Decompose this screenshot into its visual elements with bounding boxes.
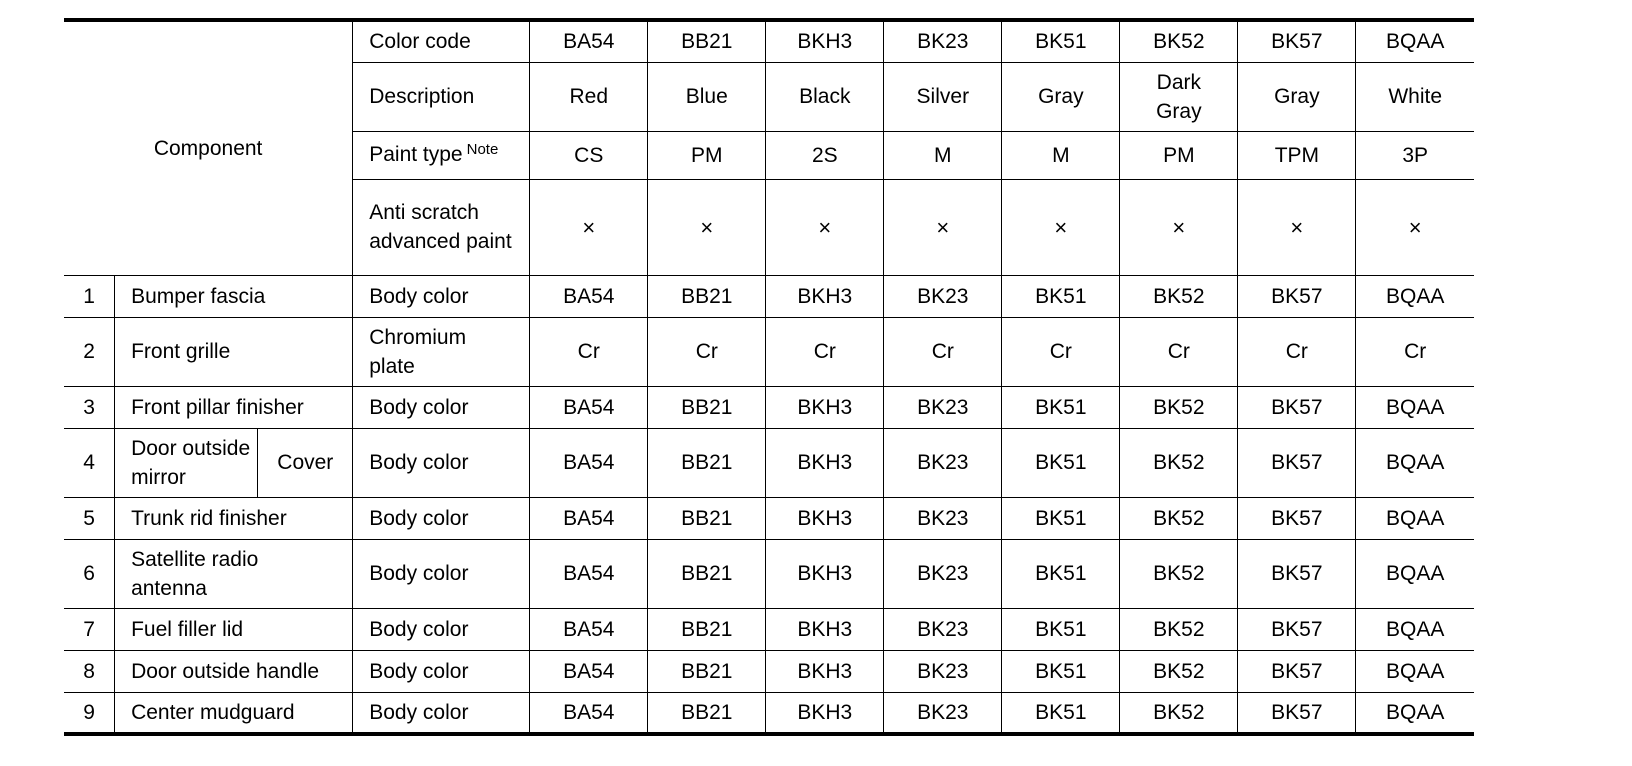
table-row: [64, 539, 1474, 608]
value-cell: BK51: [1002, 608, 1120, 650]
paint-type-cell: TPM: [1238, 131, 1356, 179]
value-cell: BA54: [530, 539, 648, 608]
value-cell: BK51: [1002, 650, 1120, 692]
component-name: Center mudguard: [115, 692, 353, 734]
value-cell: BK52: [1120, 608, 1238, 650]
component-header: Component: [64, 20, 353, 275]
value-cell: BK23: [884, 386, 1002, 428]
value-cell: BK51: [1002, 692, 1120, 734]
header-row-color-code: [64, 20, 1474, 62]
value-cell: BKH3: [766, 692, 884, 734]
value-cell: BK52: [1120, 428, 1238, 497]
value-cell: BK51: [1002, 428, 1120, 497]
value-cell: BK52: [1120, 539, 1238, 608]
spec-cell: Body color: [353, 497, 530, 539]
paint-type-label: Paint type: [369, 142, 463, 166]
value-cell: BB21: [648, 608, 766, 650]
value-cell: BK23: [884, 539, 1002, 608]
color-code-cell: BK57: [1238, 20, 1356, 62]
value-cell: BQAA: [1356, 497, 1474, 539]
description-cell: Gray: [1002, 62, 1120, 131]
description-label: Description: [353, 62, 530, 131]
color-code-cell: BQAA: [1356, 20, 1474, 62]
spec-cell: Body color: [353, 539, 530, 608]
value-cell: BK23: [884, 608, 1002, 650]
value-cell: BK57: [1238, 650, 1356, 692]
value-cell: BA54: [530, 650, 648, 692]
value-cell: Cr: [648, 317, 766, 386]
row-number: 2: [64, 317, 115, 386]
anti-scratch-mark: ×: [766, 179, 884, 275]
value-cell: BQAA: [1356, 539, 1474, 608]
component-name: Satellite radio antenna: [115, 539, 353, 608]
value-cell: BK52: [1120, 386, 1238, 428]
value-cell: BB21: [648, 428, 766, 497]
value-cell: BK51: [1002, 497, 1120, 539]
spec-cell: Body color: [353, 428, 530, 497]
value-cell: Cr: [1120, 317, 1238, 386]
value-cell: Cr: [884, 317, 1002, 386]
value-cell: Cr: [766, 317, 884, 386]
value-cell: BA54: [530, 386, 648, 428]
description-cell: Gray: [1238, 62, 1356, 131]
value-cell: BQAA: [1356, 428, 1474, 497]
value-cell: BK23: [884, 428, 1002, 497]
value-cell: BKH3: [766, 275, 884, 317]
description-cell: Black: [766, 62, 884, 131]
value-cell: BK51: [1002, 386, 1120, 428]
component-name: Front pillar finisher: [115, 386, 353, 428]
spec-cell: Body color: [353, 692, 530, 734]
value-cell: BA54: [530, 428, 648, 497]
value-cell: BK23: [884, 692, 1002, 734]
paint-color-table: [64, 18, 1474, 736]
value-cell: BB21: [648, 275, 766, 317]
value-cell: BA54: [530, 608, 648, 650]
description-cell: Red: [530, 62, 648, 131]
component-name: Front grille: [115, 317, 353, 386]
description-cell: Dark Gray: [1120, 62, 1238, 131]
paint-type-cell: M: [884, 131, 1002, 179]
value-cell: BKH3: [766, 497, 884, 539]
table-row: [64, 317, 1474, 386]
value-cell: BK57: [1238, 539, 1356, 608]
value-cell: BQAA: [1356, 692, 1474, 734]
value-cell: BK57: [1238, 608, 1356, 650]
paint-type-note: Note: [466, 140, 499, 158]
value-cell: BK52: [1120, 275, 1238, 317]
row-number: 3: [64, 386, 115, 428]
spec-cell: Body color: [353, 608, 530, 650]
row-number: 8: [64, 650, 115, 692]
table-row: [64, 650, 1474, 692]
paint-type-cell: PM: [648, 131, 766, 179]
spec-cell: Body color: [353, 650, 530, 692]
anti-scratch-label: Anti scratch advanced paint: [353, 179, 530, 275]
description-cell: Silver: [884, 62, 1002, 131]
row-number: 9: [64, 692, 115, 734]
paint-type-cell: 2S: [766, 131, 884, 179]
value-cell: BQAA: [1356, 386, 1474, 428]
table-row: [64, 275, 1474, 317]
anti-scratch-mark: ×: [1120, 179, 1238, 275]
component-name: Door outside mirror: [115, 428, 258, 497]
paint-type-cell: CS: [530, 131, 648, 179]
value-cell: Cr: [1238, 317, 1356, 386]
paint-type-cell: 3P: [1356, 131, 1474, 179]
value-cell: BK57: [1238, 275, 1356, 317]
spec-cell: Chromium plate: [353, 317, 530, 386]
anti-scratch-mark: ×: [1002, 179, 1120, 275]
table-row: [64, 497, 1474, 539]
value-cell: Cr: [1356, 317, 1474, 386]
component-name: Door outside handle: [115, 650, 353, 692]
value-cell: BA54: [530, 692, 648, 734]
table-row: [64, 386, 1474, 428]
paint-type-label-cell: [353, 131, 530, 179]
component-name: Fuel filler lid: [115, 608, 353, 650]
spec-cell: Body color: [353, 275, 530, 317]
value-cell: Cr: [1002, 317, 1120, 386]
anti-scratch-mark: ×: [1238, 179, 1356, 275]
description-cell: White: [1356, 62, 1474, 131]
color-code-cell: BB21: [648, 20, 766, 62]
component-sub: Cover: [258, 428, 353, 497]
anti-scratch-mark: ×: [884, 179, 1002, 275]
value-cell: BK23: [884, 275, 1002, 317]
value-cell: BK57: [1238, 692, 1356, 734]
row-number: 4: [64, 428, 115, 497]
value-cell: BK23: [884, 497, 1002, 539]
value-cell: BK52: [1120, 497, 1238, 539]
value-cell: BQAA: [1356, 650, 1474, 692]
color-code-cell: BK51: [1002, 20, 1120, 62]
value-cell: BB21: [648, 539, 766, 608]
value-cell: BKH3: [766, 608, 884, 650]
color-code-cell: BK23: [884, 20, 1002, 62]
value-cell: BB21: [648, 692, 766, 734]
color-code-cell: BKH3: [766, 20, 884, 62]
row-number: 1: [64, 275, 115, 317]
paint-type-cell: PM: [1120, 131, 1238, 179]
table-row: [64, 428, 1474, 497]
value-cell: BK57: [1238, 386, 1356, 428]
value-cell: BK23: [884, 650, 1002, 692]
color-code-label: Color code: [353, 20, 530, 62]
value-cell: BB21: [648, 497, 766, 539]
anti-scratch-mark: ×: [530, 179, 648, 275]
row-number: 6: [64, 539, 115, 608]
spec-cell: Body color: [353, 386, 530, 428]
value-cell: BKH3: [766, 539, 884, 608]
value-cell: BKH3: [766, 386, 884, 428]
value-cell: BQAA: [1356, 275, 1474, 317]
value-cell: BKH3: [766, 650, 884, 692]
value-cell: BK52: [1120, 650, 1238, 692]
table-row: [64, 692, 1474, 734]
paint-type-cell: M: [1002, 131, 1120, 179]
value-cell: BA54: [530, 275, 648, 317]
value-cell: BB21: [648, 386, 766, 428]
value-cell: BK57: [1238, 428, 1356, 497]
value-cell: BKH3: [766, 428, 884, 497]
row-number: 7: [64, 608, 115, 650]
value-cell: BB21: [648, 650, 766, 692]
component-name: Trunk rid finisher: [115, 497, 353, 539]
value-cell: Cr: [530, 317, 648, 386]
value-cell: BK51: [1002, 539, 1120, 608]
color-code-cell: BA54: [530, 20, 648, 62]
value-cell: BK57: [1238, 497, 1356, 539]
table-row: [64, 608, 1474, 650]
value-cell: BK52: [1120, 692, 1238, 734]
color-code-cell: BK52: [1120, 20, 1238, 62]
component-name: Bumper fascia: [115, 275, 353, 317]
value-cell: BA54: [530, 497, 648, 539]
value-cell: BQAA: [1356, 608, 1474, 650]
value-cell: BK51: [1002, 275, 1120, 317]
anti-scratch-mark: ×: [1356, 179, 1474, 275]
anti-scratch-mark: ×: [648, 179, 766, 275]
description-cell: Blue: [648, 62, 766, 131]
row-number: 5: [64, 497, 115, 539]
